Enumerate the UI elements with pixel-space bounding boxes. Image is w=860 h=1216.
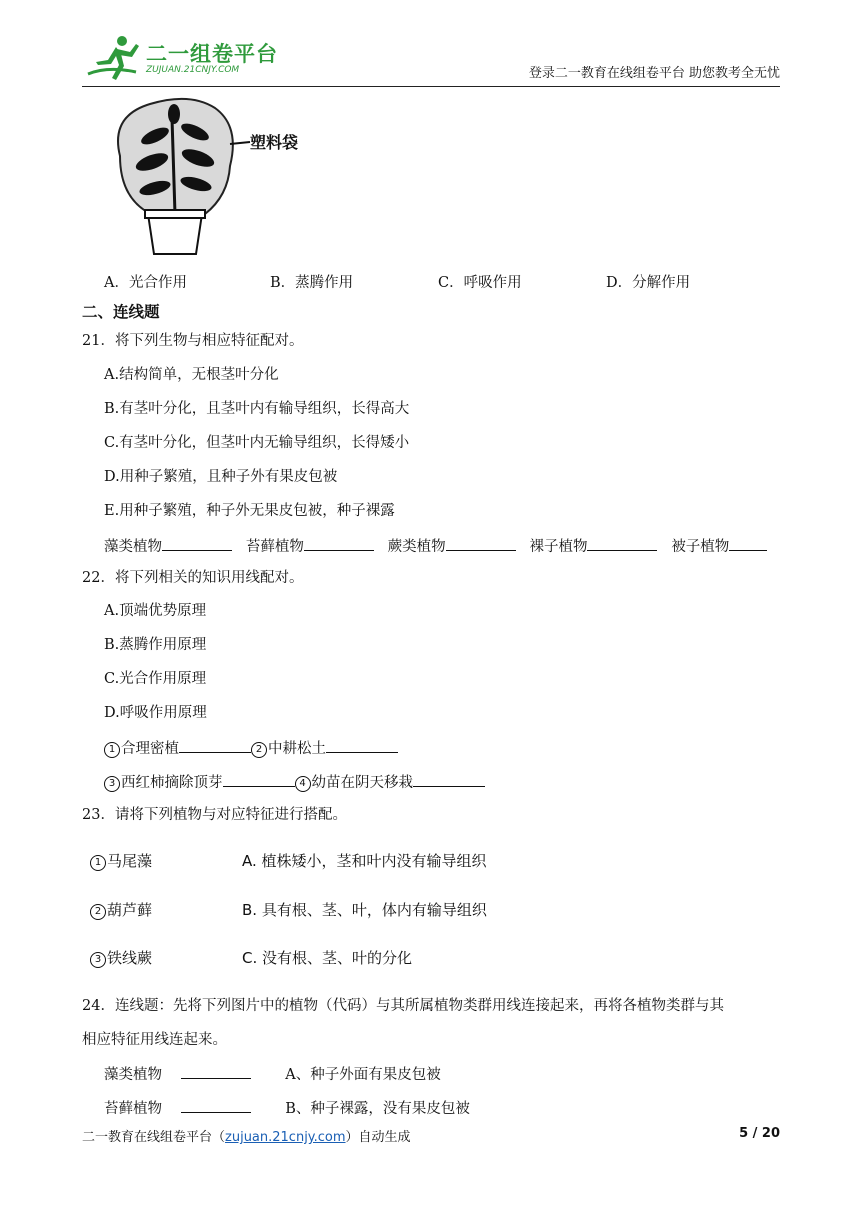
section-title: 二、连线题 <box>82 303 160 321</box>
header-slogan: 登录二一教育在线组卷平台 助您教考全无忧 <box>528 66 780 81</box>
q24-group-1: 藻类植物 <box>104 1067 162 1083</box>
logo-subtitle: ZUJUAN.21CNJY.COM <box>146 65 240 75</box>
circled-number: 4 <box>295 776 311 792</box>
q22-practice-line-2 <box>104 772 485 792</box>
q20-option-a: A．光合作用 <box>104 275 187 291</box>
q23-plant-3 <box>90 947 152 968</box>
q22-stem: 22．将下列相关的知识用线配对。 <box>82 570 304 586</box>
circled-number: 2 <box>251 742 267 758</box>
q24-blank-1[interactable] <box>181 1064 251 1079</box>
plant-in-bag-figure <box>100 96 310 266</box>
footer-prefix: 二一教育在线组卷平台（ <box>82 1130 226 1145</box>
q24-blank-2[interactable] <box>181 1098 251 1113</box>
q23-plant-3-name: 铁线蕨 <box>107 949 153 967</box>
q22-practice-line-1 <box>104 738 398 758</box>
q20-option-b: B．蒸腾作用 <box>270 275 354 291</box>
q22-practice-2: 中耕松土 <box>268 741 326 757</box>
runner-logo-icon <box>86 34 142 82</box>
footer-suffix: ）自动生成 <box>345 1130 411 1145</box>
q22-blank-2[interactable] <box>326 738 398 753</box>
q22-practice-3: 西红柿摘除顶芽 <box>121 775 223 791</box>
q21-group-moss: 苔藓植物 <box>245 539 304 555</box>
q23-plant-1-name: 马尾藻 <box>107 852 153 870</box>
q22-blank-4[interactable] <box>413 772 485 787</box>
q21-item-d: D.用种子繁殖，且种子外有果皮包被 <box>104 469 338 485</box>
q22-practice-4: 幼苗在阴天移栽 <box>311 775 413 791</box>
q24-stem-line-2: 相应特征用线连起来。 <box>82 1032 227 1048</box>
q22-item-d: D.呼吸作用原理 <box>104 705 207 721</box>
q24-group-2: 苔藓植物 <box>104 1101 162 1117</box>
q20-option-d: D．分解作用 <box>606 275 691 291</box>
q21-group-gymnosperm: 裸子植物 <box>529 539 588 555</box>
page-number: 5 / 20 <box>739 1126 780 1141</box>
q21-blank-4[interactable] <box>587 536 657 551</box>
header-divider <box>82 86 780 87</box>
q23-feature-a: A. 植株矮小，茎和叶内没有输导组织 <box>242 852 487 870</box>
q21-blank-2[interactable] <box>304 536 374 551</box>
q21-answer-line <box>104 536 767 556</box>
footer-link[interactable]: zujuan.21cnjy.com <box>225 1130 346 1145</box>
q22-item-a: A.顶端优势原理 <box>104 603 207 619</box>
q24-stem-line-1: 24．连线题：先将下列图片中的植物（代码）与其所属植物类群用线连接起来，再将各植物类群与其 <box>82 998 724 1014</box>
q23-feature-b: B. 具有根、茎、叶，体内有输导组织 <box>242 901 487 919</box>
q21-blank-5[interactable] <box>729 536 767 551</box>
q21-item-c: C.有茎叶分化，但茎叶内无输导组织，长得矮小 <box>104 435 410 451</box>
q24-row-1 <box>104 1064 441 1084</box>
q23-plant-2-name: 葫芦藓 <box>107 901 153 919</box>
q21-blank-3[interactable] <box>446 536 516 551</box>
q23-plant-2 <box>90 899 152 920</box>
q21-stem: 21．将下列生物与相应特征配对。 <box>82 333 304 349</box>
circled-number: 3 <box>104 776 120 792</box>
plastic-bag-label: 塑料袋 <box>250 133 299 152</box>
q21-group-fern: 蕨类植物 <box>387 539 446 555</box>
q23-feature-c: C. 没有根、茎、叶的分化 <box>242 949 413 967</box>
q23-stem: 23．请将下列植物与对应特征进行搭配。 <box>82 807 347 823</box>
q22-blank-3[interactable] <box>223 772 295 787</box>
q22-item-b: B.蒸腾作用原理 <box>104 637 207 653</box>
q20-option-c: C．呼吸作用 <box>438 275 522 291</box>
q24-row-2 <box>104 1098 470 1118</box>
circled-number: 3 <box>90 952 106 968</box>
circled-number: 1 <box>104 742 120 758</box>
q21-item-b: B.有茎叶分化，且茎叶内有输导组织，长得高大 <box>104 401 410 417</box>
q22-practice-1: 合理密植 <box>121 741 179 757</box>
q23-plant-1 <box>90 850 152 871</box>
logo-title: 二一组卷平台 <box>146 42 278 66</box>
q22-item-c: C.光合作用原理 <box>104 671 207 687</box>
site-logo[interactable] <box>86 34 276 82</box>
q21-group-angiosperm: 被子植物 <box>671 539 730 555</box>
q21-item-e: E.用种子繁殖，种子外无果皮包被，种子裸露 <box>104 503 395 519</box>
q21-group-algae: 藻类植物 <box>104 539 162 555</box>
q21-item-a: A.结构简单，无根茎叶分化 <box>104 367 279 383</box>
footer-source <box>82 1126 411 1145</box>
q21-blank-1[interactable] <box>162 536 232 551</box>
circled-number: 2 <box>90 904 106 920</box>
q22-blank-1[interactable] <box>179 738 251 753</box>
q24-feature-1: A、种子外面有果皮包被 <box>285 1067 441 1083</box>
q24-feature-2: B、种子裸露，没有果皮包被 <box>285 1101 470 1117</box>
circled-number: 1 <box>90 855 106 871</box>
